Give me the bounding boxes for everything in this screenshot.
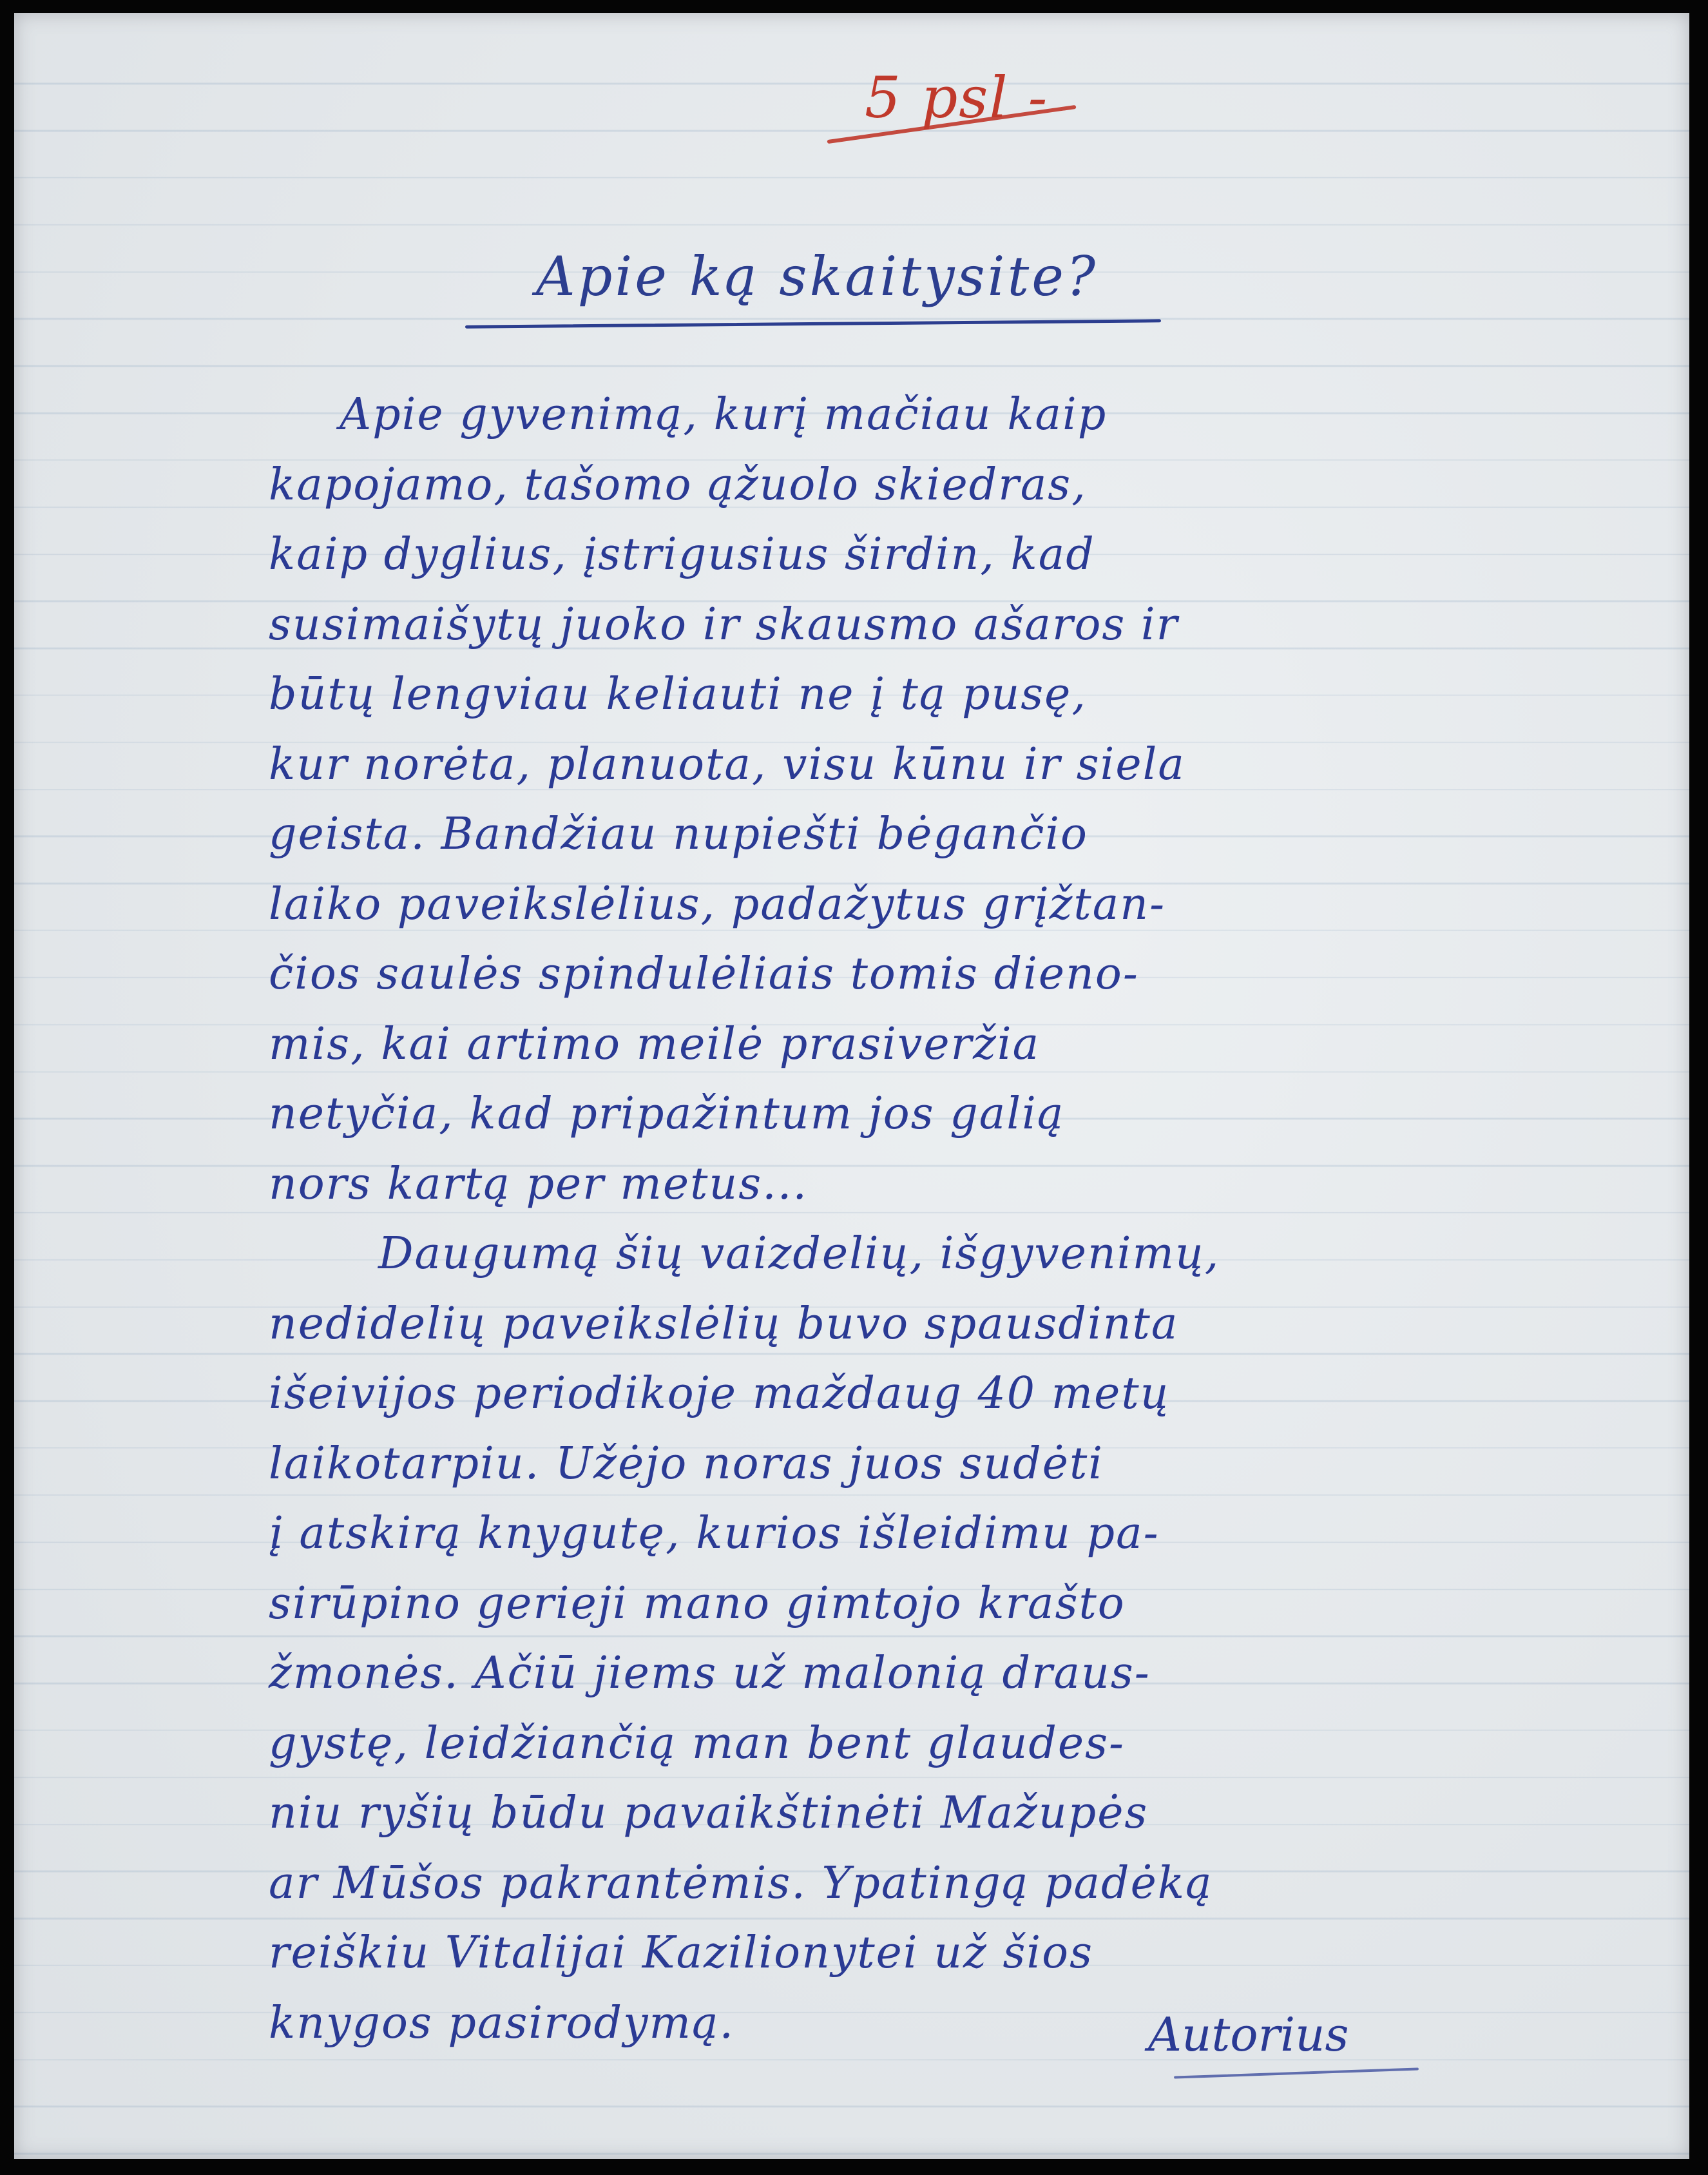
text-line: į atskirą knygutę, kurios išleidimu pa- [269, 1508, 1160, 1559]
text-line: Daugumą šių vaizdelių, išgyvenimų, [378, 1228, 1220, 1279]
text-line: čios saulės spindulėliais tomis dieno- [269, 949, 1139, 1000]
page-number-annotation: 5 psl - [865, 64, 1049, 131]
text-line: laikotarpiu. Užėjo noras juos sudėti [269, 1438, 1104, 1489]
text-line: būtų lengviau keliauti ne į tą pusę, [269, 669, 1088, 720]
text-line: knygos pasirodymą. [269, 1997, 735, 2049]
text-line: susimaišytų juoko ir skausmo ašaros ir [269, 599, 1179, 650]
title-underline [465, 319, 1161, 328]
signature-underline [1174, 2067, 1419, 2078]
text-line: geista. Bandžiau nupiešti bėgančio [269, 809, 1088, 860]
text-line: kapojamo, tašomo ąžuolo skiedras, [269, 459, 1087, 510]
text-line: kaip dyglius, įstrigusius širdin, kad [269, 529, 1095, 580]
text-line: nors kartą per metus... [269, 1158, 808, 1210]
text-line: kur norėta, planuota, visu kūnu ir siela [269, 739, 1185, 790]
text-line: nedidelių paveikslėlių buvo spausdinta [269, 1298, 1179, 1349]
text-line: reiškiu Vitalijai Kazilionytei už šios [269, 1928, 1093, 1978]
handwritten-body [269, 380, 1544, 2058]
text-line: sirūpino gerieji mano gimtojo krašto [269, 1578, 1126, 1629]
text-line: ar Mūšos pakrantėmis. Ypatingą padėką [269, 1857, 1213, 1909]
text-line: mis, kai artimo meilė prasiveržia [269, 1018, 1041, 1070]
text-line: žmonės. Ačiū jiems už malonią draus- [269, 1648, 1151, 1699]
text-line: gystę, leidžiančią man bent glaudes- [269, 1717, 1126, 1769]
text-line: netyčia, kad pripažintum jos galią [269, 1088, 1065, 1139]
text-line: niu ryšių būdu pavaikštinėti Mažupės [269, 1788, 1149, 1839]
page-title: Apie ką skaitysite? [536, 245, 1099, 308]
text-line: laiko paveikslėlius, padažytus grįžtan- [269, 878, 1166, 930]
text-line: išeivijos periodikoje maždaug 40 metų [269, 1368, 1170, 1419]
author-signature: Autorius [1148, 2007, 1349, 2062]
manuscript-page [14, 13, 1689, 2159]
text-line: Apie gyvenimą, kurį mačiau kaip [340, 389, 1108, 440]
